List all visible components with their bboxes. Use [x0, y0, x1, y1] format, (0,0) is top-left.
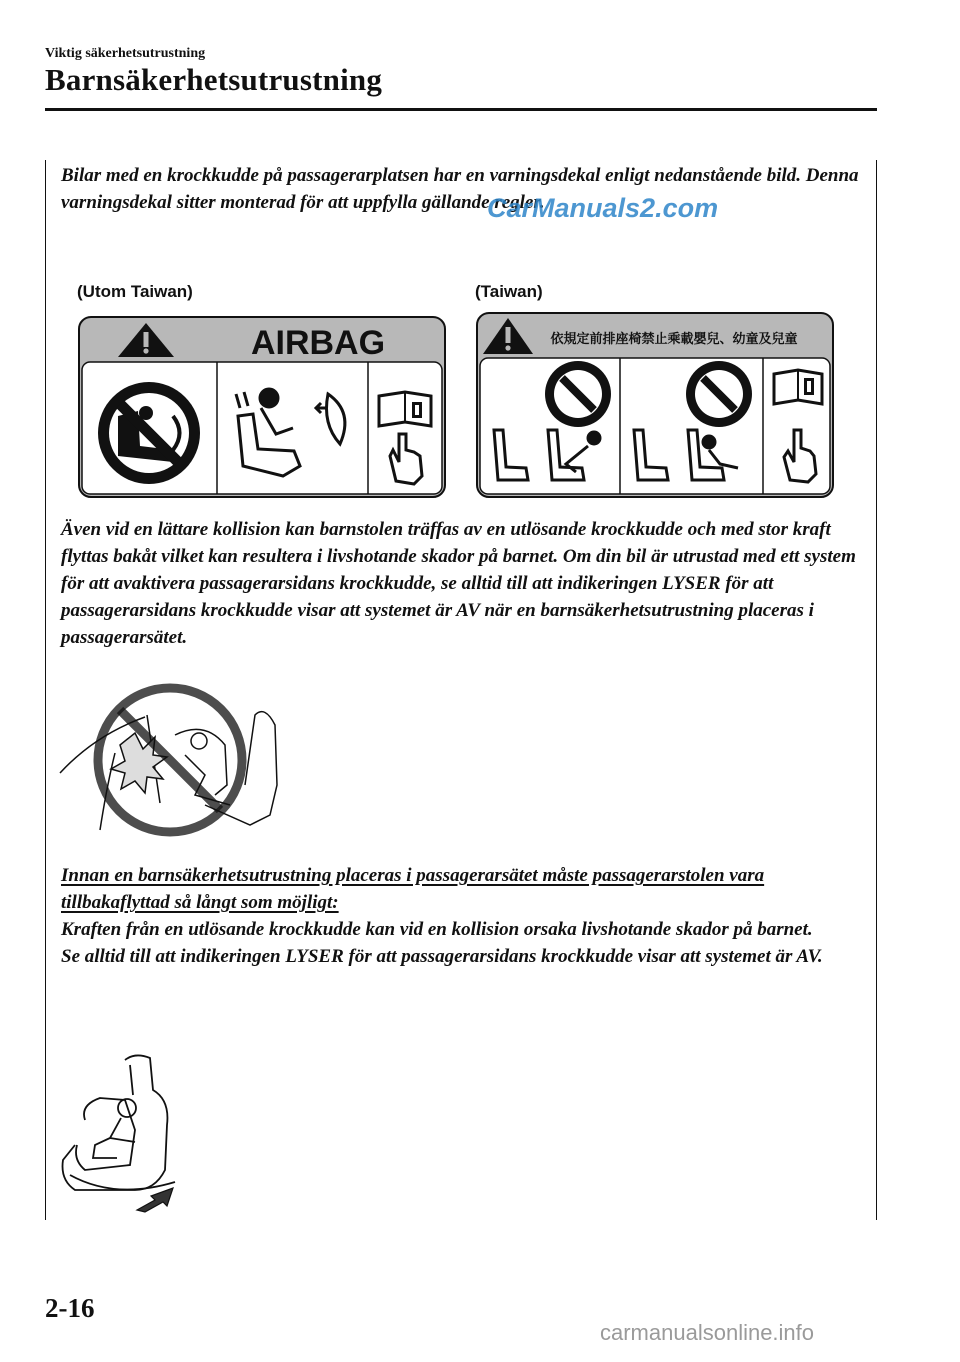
intro-paragraph: Bilar med en krockkudde på passagerarplatsen har en varningsdekal enligt nedanstående bild. Denna varningsdekal sitter monterad för att uppfylla gällande regler. — [61, 165, 859, 213]
manual-book-icon — [774, 370, 822, 404]
airbag-hazard-illustration — [55, 675, 285, 840]
instruction-line-1: Kraften från en utlösande krockkudde kan vid en kollision orsaka livshotande skador på barnet. — [61, 919, 813, 940]
prohibition-icon — [98, 688, 242, 832]
airbag-warning-decal — [78, 316, 446, 498]
page-title: Barnsäkerhetsutrustning — [45, 62, 383, 97]
instruction-underlined: Innan en barnsäkerhetsutrustning placeras i passagerarsätet måste passagerarstolen vara tillbakaflyttad så långt som möjligt: — [61, 865, 765, 913]
label-taiwan: (Taiwan) — [475, 282, 543, 301]
prohibition-icon — [98, 382, 200, 484]
section-label: Viktig säkerhetsutrustning — [45, 46, 206, 61]
footer-site-watermark: carmanualsonline.info — [600, 1320, 815, 1345]
title-rule — [45, 108, 877, 111]
decal-banner-text-taiwan: 依規定前排座椅禁止乘載嬰兒、幼童及兒童 — [550, 331, 798, 346]
decal-banner-text: AIRBAG — [250, 324, 386, 362]
taiwan-warning-decal — [476, 312, 834, 498]
instruction-line-2: Se alltid till att indikeringen LYSER för att passagerarsidans krockkudde visar att systemet är AV. — [61, 946, 823, 967]
instruction-block — [61, 862, 861, 970]
right-margin-rule — [876, 160, 877, 1220]
label-non-taiwan: (Utom Taiwan) — [77, 282, 193, 301]
seat-back-illustration — [55, 1050, 195, 1215]
prohibition-icon — [545, 361, 611, 427]
left-margin-rule — [45, 160, 46, 1220]
page-number: 2-16 — [45, 1293, 95, 1323]
watermark: CarManuals2.com — [487, 193, 719, 223]
airbag-icon — [111, 733, 167, 793]
manual-book-icon — [379, 392, 431, 426]
prohibition-icon — [686, 361, 752, 427]
warning-paragraph: Även vid en lättare kollision kan barnstolen träffas av en utlösande krockkudde och med stor kraft flyttas bakåt vilket kan resultera i livshotande skador på barnet. Om din bil är utrustad med ett system för att avaktivera passagerarsidans krockkudde, se alltid till att indikeringen LYSER för att passagerarsidans krockkudde visar att systemet är AV när en barnsäkerhetsutrustning placeras i passagerarsätet. — [61, 519, 856, 648]
arrow-icon — [137, 1188, 173, 1212]
